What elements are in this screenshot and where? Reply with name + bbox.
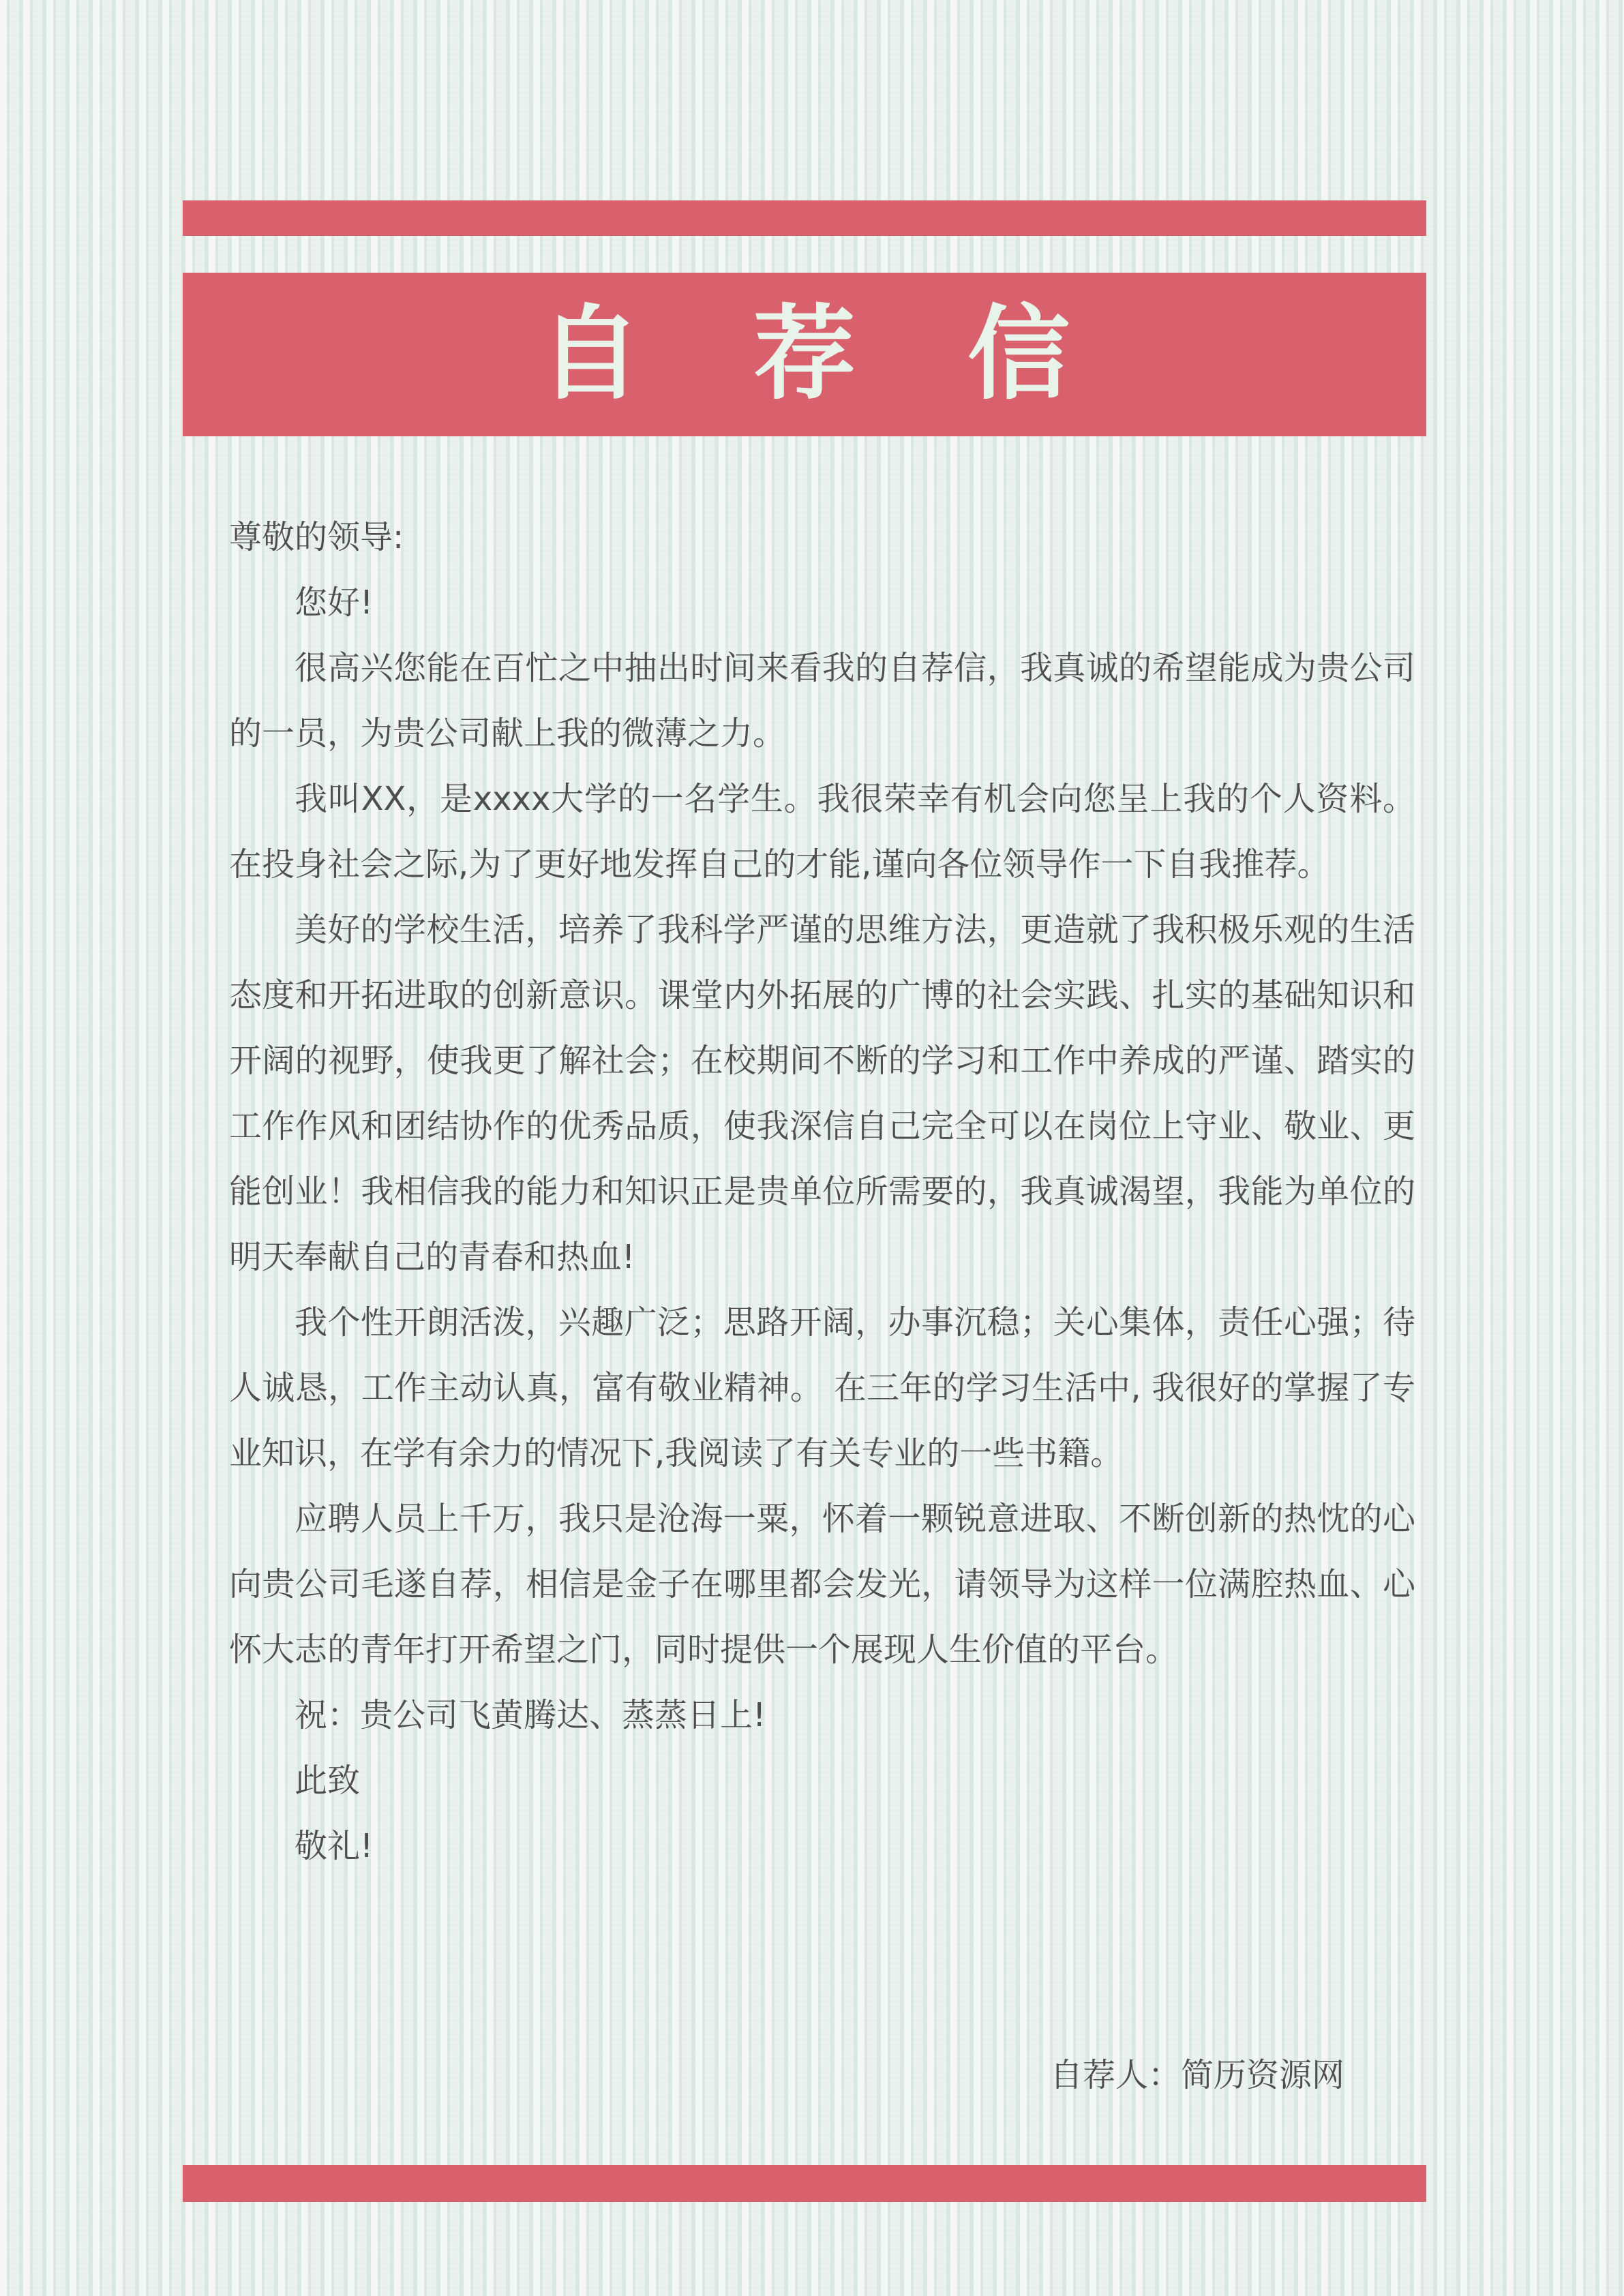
salutation: 尊敬的领导: [229, 518, 404, 556]
page-title: 自 荐 信 [539, 295, 1109, 414]
title-banner [183, 273, 1426, 436]
paragraph-intro: 很高兴您能在百忙之中抽出时间来看我的自荐信，我真诚的希望能成为贵公司的一员，为贵公司献上我的微薄之力。 [229, 649, 1415, 753]
letter-body [229, 504, 1415, 1879]
bottom-accent-bar [183, 2165, 1426, 2202]
greeting: 您好! [295, 584, 374, 622]
top-accent-bar [183, 200, 1426, 236]
closing-line-2: 敬礼! [295, 1827, 374, 1865]
paragraph-school-life: 美好的学校生活，培养了我科学严谨的思维方法，更造就了我积极乐观的生活态度和开拓进取的创新意识。课堂内外拓展的广博的社会实践、扎实的基础知识和开阔的视野，使我更了解社会；在校期间不断的学习和工作中养成的严谨、踏实的工作作风和团结协作的优秀品质，使我深信自己完全可以在岗位上守业、敬业、更能创业！我相信我的能力和知识正是贵单位所需要的，我真诚渴望，我能为单位的明天奉献自己的青春和热血! [229, 911, 1415, 1276]
paragraph-personality: 我个性开朗活泼，兴趣广泛；思路开阔，办事沉稳；关心集体，责任心强；待人诚恳，工作主动认真，富有敬业精神。 在三年的学习生活中, 我很好的掌握了专业知识，在学有余力的情况下,我阅读了有关专业的一些书籍。 [229, 1303, 1415, 1472]
paragraph-self-introduction: 我叫XX，是xxxx大学的一名学生。我很荣幸有机会向您呈上我的个人资料。在投身社会之际,为了更好地发挥自己的才能,谨向各位领导作一下自我推荐。 [229, 780, 1415, 883]
wish-line: 祝：贵公司飞黄腾达、蒸蒸日上! [295, 1696, 766, 1734]
paragraph-application: 应聘人员上千万，我只是沧海一粟，怀着一颗锐意进取、不断创新的热忱的心向贵公司毛遂自荐，相信是金子在哪里都会发光，请领导为这样一位满腔热血、心怀大志的青年打开希望之门，同时提供一个展现人生价值的平台。 [229, 1500, 1415, 1669]
closing-line-1: 此致 [295, 1762, 361, 1800]
signature: 自荐人：简历资源网 [1050, 2056, 1345, 2094]
